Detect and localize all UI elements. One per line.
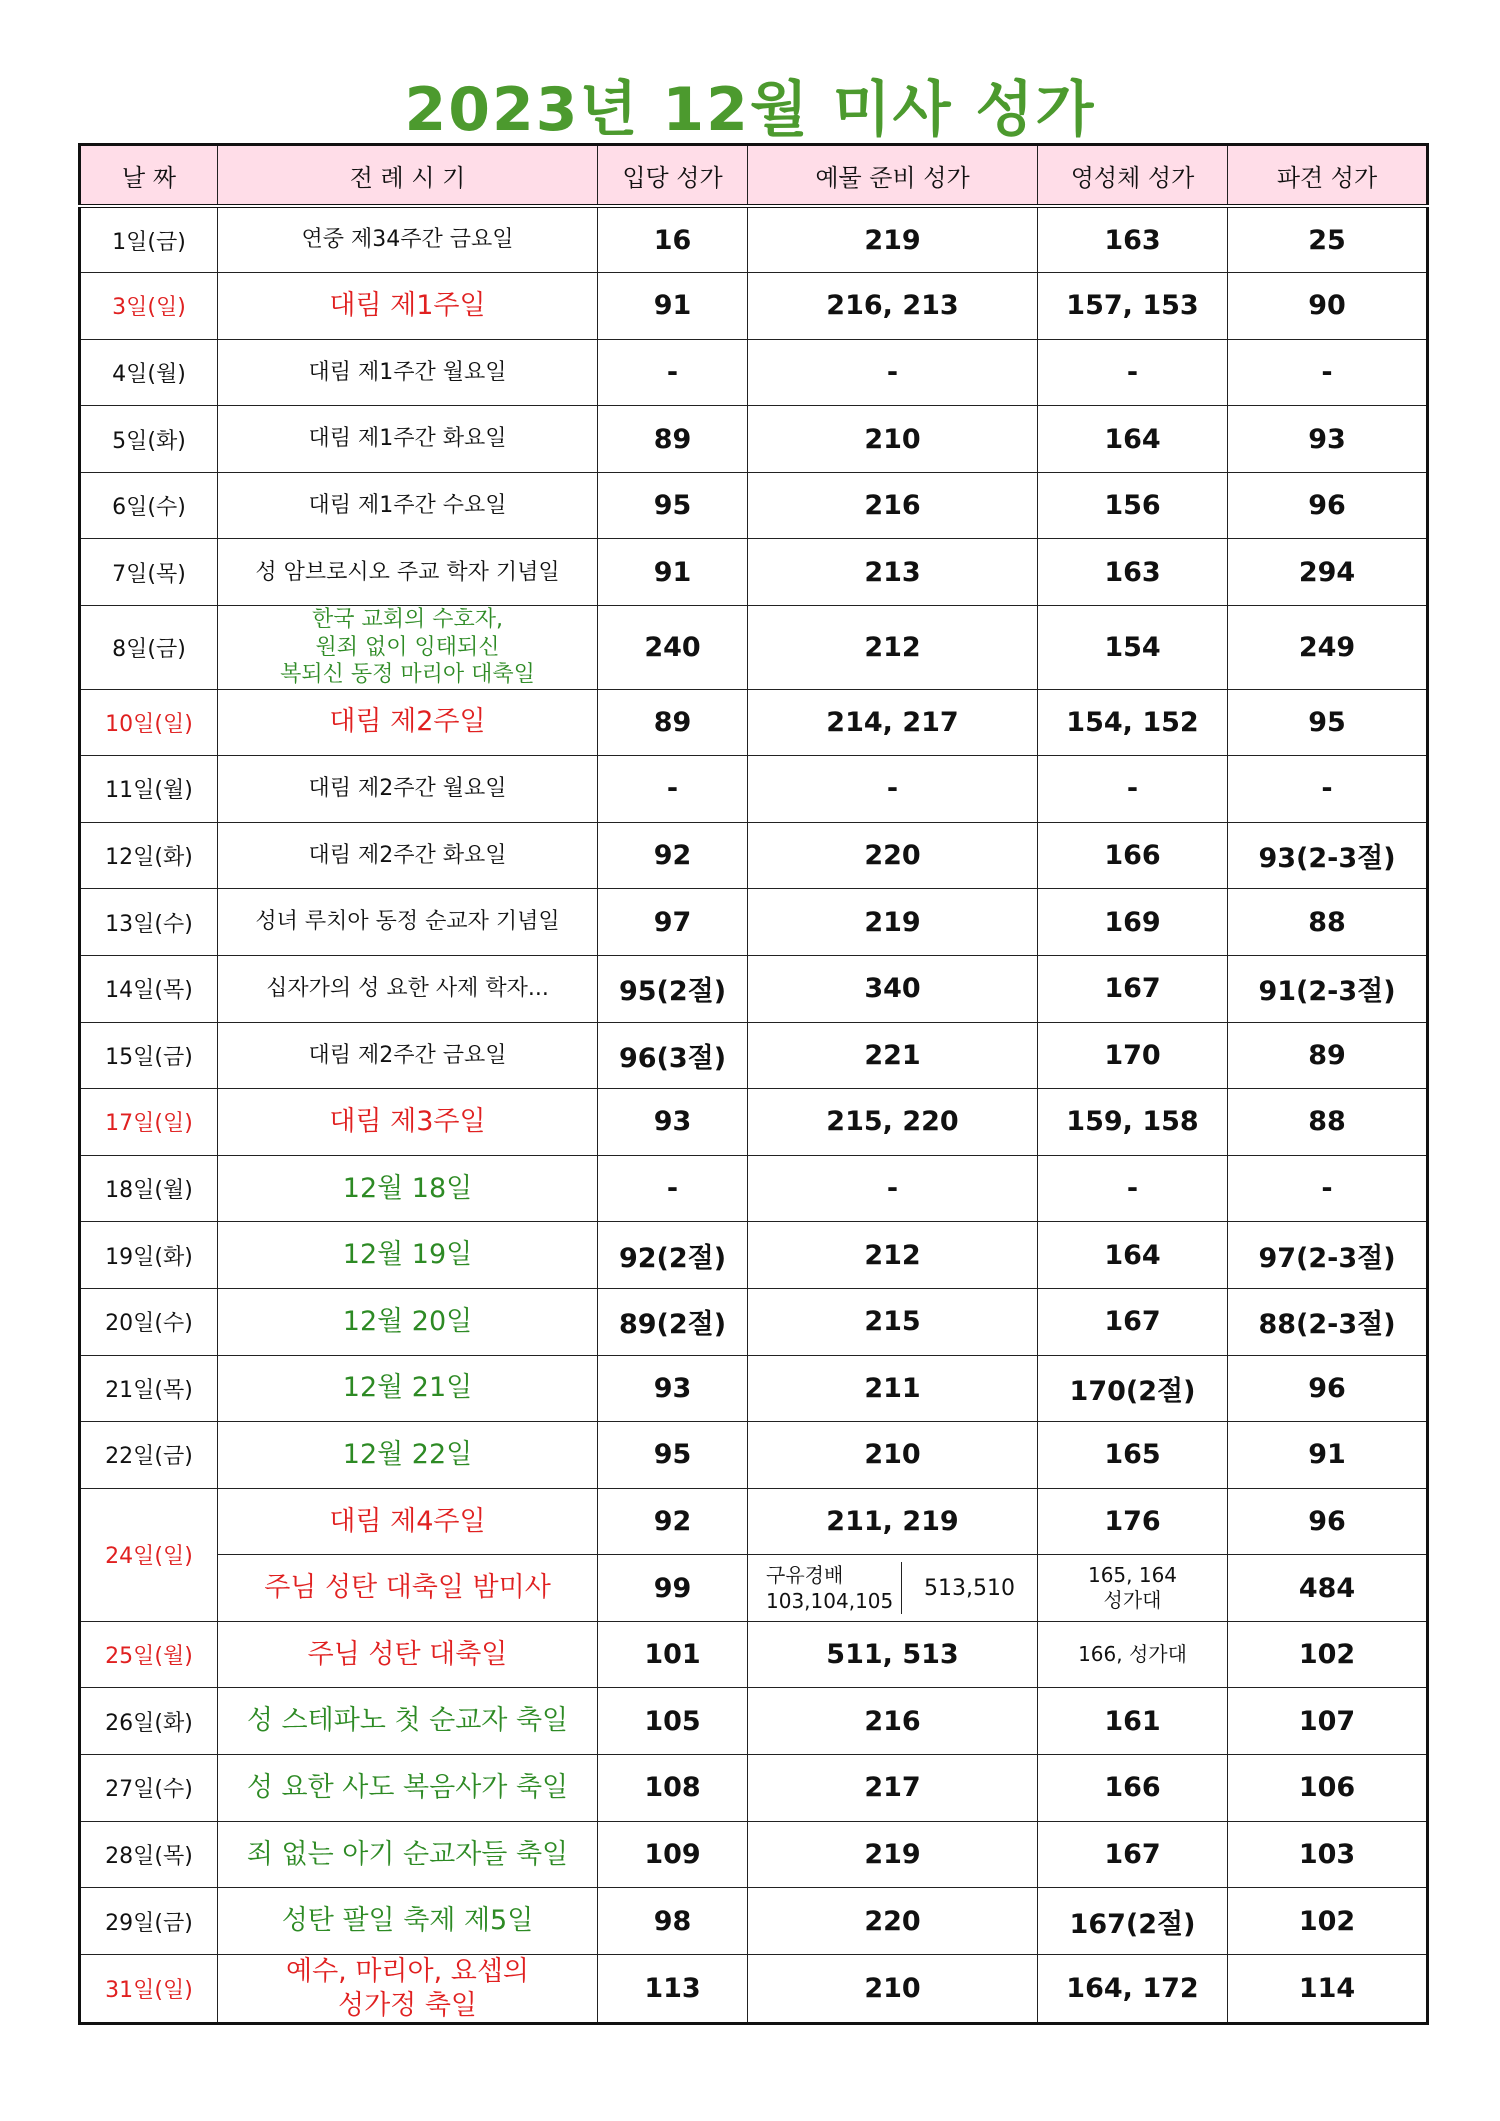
offertory-hymn-cell: 221 (748, 1022, 1038, 1089)
date-cell: 18일(월) (80, 1155, 218, 1222)
communion-hymn-cell: 166, 성가대 (1038, 1621, 1228, 1688)
table-row (80, 756, 1428, 823)
recessional-hymn-cell: 90 (1228, 273, 1428, 340)
table-row (80, 1355, 1428, 1422)
table-row (80, 889, 1428, 956)
offertory-hymn-cell: 211 (748, 1355, 1038, 1422)
offertory-hymn-cell: 210 (748, 406, 1038, 473)
communion-hymn-cell: 163 (1038, 206, 1228, 273)
table-row (80, 1621, 1428, 1688)
header-row (80, 145, 1428, 207)
offertory-hymn-cell: 340 (748, 955, 1038, 1022)
table-row (80, 1888, 1428, 1955)
recessional-hymn-cell: 294 (1228, 539, 1428, 606)
entrance-hymn-cell: - (598, 1155, 748, 1222)
table-row (80, 1022, 1428, 1089)
table-row (80, 1954, 1428, 2024)
offertory-hymn-cell: - (748, 1155, 1038, 1222)
liturgical-season-cell: 대림 제1주일 (218, 273, 598, 340)
date-cell: 24일(일) (80, 1488, 218, 1621)
entrance-hymn-cell: 89(2절) (598, 1288, 748, 1355)
offertory-hymn-cell: 212 (748, 1222, 1038, 1289)
recessional-hymn-cell: 106 (1228, 1755, 1428, 1822)
communion-hymn-cell: - (1038, 339, 1228, 406)
recessional-hymn-cell: 88 (1228, 1089, 1428, 1156)
table-row (80, 1755, 1428, 1822)
date-cell: 28일(목) (80, 1821, 218, 1888)
table-row (80, 339, 1428, 406)
header-offertory-hymn: 예물 준비 성가 (748, 145, 1038, 207)
recessional-hymn-cell: 89 (1228, 1022, 1428, 1089)
offertory-hymn-cell (748, 1555, 1038, 1622)
recessional-hymn-cell: 102 (1228, 1621, 1428, 1688)
liturgical-season-cell: 죄 없는 아기 순교자들 축일 (218, 1821, 598, 1888)
date-cell: 19일(화) (80, 1222, 218, 1289)
date-cell: 22일(금) (80, 1422, 218, 1489)
communion-hymn-cell: 154 (1038, 606, 1228, 690)
offertory-hymn-cell: 216 (748, 472, 1038, 539)
communion-hymn-cell: 157, 153 (1038, 273, 1228, 340)
date-cell: 7일(목) (80, 539, 218, 606)
date-cell: 20일(수) (80, 1288, 218, 1355)
table-row (80, 822, 1428, 889)
liturgical-season-cell: 주님 성탄 대축일 밤미사 (218, 1555, 598, 1622)
liturgical-season-cell: 성 요한 사도 복음사가 축일 (218, 1755, 598, 1822)
communion-hymn-cell: 164 (1038, 1222, 1228, 1289)
communion-hymn-cell: 163 (1038, 539, 1228, 606)
recessional-hymn-cell: 102 (1228, 1888, 1428, 1955)
liturgical-season-cell: 12월 18일 (218, 1155, 598, 1222)
entrance-hymn-cell: - (598, 339, 748, 406)
liturgical-season-cell: 성탄 팔일 축제 제5일 (218, 1888, 598, 1955)
table-row (80, 273, 1428, 340)
communion-hymn-cell: 167 (1038, 955, 1228, 1022)
liturgical-season-line: 예수, 마리아, 요셉의 (286, 1955, 529, 1987)
entrance-hymn-cell: 99 (598, 1555, 748, 1622)
recessional-hymn-cell: 103 (1228, 1821, 1428, 1888)
liturgical-season-cell: 대림 제2주간 월요일 (218, 756, 598, 823)
offertory-hymn-cell: 216, 213 (748, 273, 1038, 340)
recessional-hymn-cell: 95 (1228, 689, 1428, 756)
liturgical-season-cell: 주님 성탄 대축일 (218, 1621, 598, 1688)
liturgical-season-line: 복되신 동정 마리아 대축일 (280, 662, 535, 688)
entrance-hymn-cell: 93 (598, 1089, 748, 1156)
liturgical-season-cell: 12월 20일 (218, 1288, 598, 1355)
entrance-hymn-cell: 92 (598, 1488, 748, 1555)
header-recessional-hymn: 파견 성가 (1228, 145, 1428, 207)
date-cell: 17일(일) (80, 1089, 218, 1156)
communion-hymn-cell: 159, 158 (1038, 1089, 1228, 1156)
liturgical-season-cell: 대림 제2주간 화요일 (218, 822, 598, 889)
liturgical-season-line: 한국 교회의 수호자, (312, 607, 503, 633)
communion-hymn-cell: 170(2절) (1038, 1355, 1228, 1422)
entrance-hymn-cell: 240 (598, 606, 748, 690)
recessional-hymn-cell: 96 (1228, 1488, 1428, 1555)
page-title: 2023년 12월 미사 성가 (404, 75, 1096, 145)
entrance-hymn-cell: 16 (598, 206, 748, 273)
recessional-hymn-cell: 249 (1228, 606, 1428, 690)
entrance-hymn-cell: 98 (598, 1888, 748, 1955)
recessional-hymn-cell: 88(2-3절) (1228, 1288, 1428, 1355)
table-row (80, 1488, 1428, 1555)
recessional-hymn-cell: 96 (1228, 1355, 1428, 1422)
entrance-hymn-cell: 91 (598, 539, 748, 606)
date-cell: 15일(금) (80, 1022, 218, 1089)
communion-hymn-cell: - (1038, 1155, 1228, 1222)
recessional-hymn-cell: 91 (1228, 1422, 1428, 1489)
header-communion-hymn: 영성체 성가 (1038, 145, 1228, 207)
recessional-hymn-cell: 96 (1228, 472, 1428, 539)
communion-hymn-cell: 167 (1038, 1821, 1228, 1888)
entrance-hymn-cell: - (598, 756, 748, 823)
liturgical-season-line: 원죄 없이 잉태되신 (315, 634, 500, 660)
table-row (80, 406, 1428, 473)
entrance-hymn-cell: 109 (598, 1821, 748, 1888)
liturgical-season-cell: 성 스테파노 첫 순교자 축일 (218, 1688, 598, 1755)
entrance-hymn-cell: 95(2절) (598, 955, 748, 1022)
communion-hymn-cell: 167 (1038, 1288, 1228, 1355)
liturgical-season-cell: 십자가의 성 요한 사제 학자... (218, 955, 598, 1022)
offertory-hymn-cell: 219 (748, 889, 1038, 956)
entrance-hymn-cell: 89 (598, 689, 748, 756)
offertory-hymn-cell: 511, 513 (748, 1621, 1038, 1688)
communion-hymn-cell: 165 (1038, 1422, 1228, 1489)
liturgical-season-cell: 대림 제2주일 (218, 689, 598, 756)
liturgical-season-cell: 성녀 루치아 동정 순교자 기념일 (218, 889, 598, 956)
entrance-hymn-cell: 101 (598, 1621, 748, 1688)
date-cell: 1일(금) (80, 206, 218, 273)
liturgical-season-cell: 연중 제34주간 금요일 (218, 206, 598, 273)
offertory-crib-numbers: 103,104,105 (766, 1589, 894, 1614)
liturgical-season-cell: 12월 22일 (218, 1422, 598, 1489)
entrance-hymn-cell: 93 (598, 1355, 748, 1422)
entrance-hymn-cell: 89 (598, 406, 748, 473)
communion-hymn-cell: - (1038, 756, 1228, 823)
table-row (80, 606, 1428, 690)
communion-hymn-cell: 161 (1038, 1688, 1228, 1755)
recessional-hymn-cell: 484 (1228, 1555, 1428, 1622)
offertory-hymn-cell: 220 (748, 822, 1038, 889)
date-cell: 8일(금) (80, 606, 218, 690)
table-row (80, 1222, 1428, 1289)
date-cell: 6일(수) (80, 472, 218, 539)
communion-hymn-cell: 166 (1038, 822, 1228, 889)
liturgical-season-cell: 성 암브로시오 주교 학자 기념일 (218, 539, 598, 606)
table-row (80, 539, 1428, 606)
communion-hymn-cell: 154, 152 (1038, 689, 1228, 756)
recessional-hymn-cell: 88 (1228, 889, 1428, 956)
header-entrance-hymn: 입당 성가 (598, 145, 748, 207)
offertory-crib-veneration (748, 1562, 902, 1614)
offertory-hymn-cell: - (748, 339, 1038, 406)
liturgical-season-cell: 대림 제4주일 (218, 1488, 598, 1555)
communion-hymn-cell: 170 (1038, 1022, 1228, 1089)
communion-choir: 성가대 (1103, 1588, 1162, 1613)
date-cell: 27일(수) (80, 1755, 218, 1822)
recessional-hymn-cell: 107 (1228, 1688, 1428, 1755)
offertory-hymn-cell: 211, 219 (748, 1488, 1038, 1555)
table-row (80, 1288, 1428, 1355)
table-row (80, 955, 1428, 1022)
liturgical-season-cell: 대림 제2주간 금요일 (218, 1022, 598, 1089)
recessional-hymn-cell: 93(2-3절) (1228, 822, 1428, 889)
liturgical-season-cell (218, 1954, 598, 2024)
liturgical-season-line: 성가정 축일 (338, 1989, 477, 2021)
recessional-hymn-cell: 91(2-3절) (1228, 955, 1428, 1022)
offertory-hymn-numbers: 513,510 (924, 1575, 1015, 1601)
date-cell: 31일(일) (80, 1954, 218, 2024)
date-cell: 25일(월) (80, 1621, 218, 1688)
date-cell: 13일(수) (80, 889, 218, 956)
communion-hymn-cell: 176 (1038, 1488, 1228, 1555)
date-cell: 10일(일) (80, 689, 218, 756)
table-row (80, 689, 1428, 756)
table-row (80, 1688, 1428, 1755)
date-cell: 26일(화) (80, 1688, 218, 1755)
table-row (80, 1555, 1428, 1622)
table-row (80, 1821, 1428, 1888)
offertory-hymn-cell: - (748, 756, 1038, 823)
offertory-crib-label: 구유경배 (766, 1563, 844, 1588)
communion-hymn-cell: 164, 172 (1038, 1954, 1228, 2024)
entrance-hymn-cell: 97 (598, 889, 748, 956)
recessional-hymn-cell: 114 (1228, 1954, 1428, 2024)
date-cell: 11일(월) (80, 756, 218, 823)
date-cell: 3일(일) (80, 273, 218, 340)
table-row (80, 1089, 1428, 1156)
date-cell: 12일(화) (80, 822, 218, 889)
table-row (80, 1422, 1428, 1489)
recessional-hymn-cell: - (1228, 1155, 1428, 1222)
date-cell: 21일(목) (80, 1355, 218, 1422)
liturgical-season-cell: 대림 제1주간 월요일 (218, 339, 598, 406)
recessional-hymn-cell: - (1228, 339, 1428, 406)
table-row (80, 206, 1428, 273)
recessional-hymn-cell: 97(2-3절) (1228, 1222, 1428, 1289)
offertory-hymn-cell: 210 (748, 1954, 1038, 2024)
entrance-hymn-cell: 105 (598, 1688, 748, 1755)
recessional-hymn-cell: - (1228, 756, 1428, 823)
recessional-hymn-cell: 93 (1228, 406, 1428, 473)
date-cell: 14일(목) (80, 955, 218, 1022)
recessional-hymn-cell: 25 (1228, 206, 1428, 273)
offertory-hymn-cell: 216 (748, 1688, 1038, 1755)
header-liturgical-season: 전 례 시 기 (218, 145, 598, 207)
table-row (80, 1155, 1428, 1222)
liturgical-season-cell: 대림 제3주일 (218, 1089, 598, 1156)
entrance-hymn-cell: 96(3절) (598, 1022, 748, 1089)
liturgical-season-cell: 대림 제1주간 화요일 (218, 406, 598, 473)
offertory-hymn-cell: 215 (748, 1288, 1038, 1355)
hymn-schedule-table (78, 143, 1429, 2025)
communion-hymn-cell: 166 (1038, 1755, 1228, 1822)
offertory-hymn-cell: 220 (748, 1888, 1038, 1955)
header-date: 날 짜 (80, 145, 218, 207)
entrance-hymn-cell: 108 (598, 1755, 748, 1822)
liturgical-season-cell: 대림 제1주간 수요일 (218, 472, 598, 539)
offertory-hymn-cell: 217 (748, 1755, 1038, 1822)
entrance-hymn-cell: 113 (598, 1954, 748, 2024)
entrance-hymn-cell: 92 (598, 822, 748, 889)
communion-hymn-cell: 156 (1038, 472, 1228, 539)
offertory-hymn-cell: 213 (748, 539, 1038, 606)
communion-hymn-cell: 167(2절) (1038, 1888, 1228, 1955)
communion-hymn-cell: 164 (1038, 406, 1228, 473)
liturgical-season-cell (218, 606, 598, 690)
entrance-hymn-cell: 95 (598, 1422, 748, 1489)
communion-numbers: 165, 164 (1087, 1563, 1178, 1588)
communion-hymn-cell (1038, 1555, 1228, 1622)
liturgical-season-cell: 12월 19일 (218, 1222, 598, 1289)
offertory-hymn-cell: 210 (748, 1422, 1038, 1489)
communion-hymn-cell: 169 (1038, 889, 1228, 956)
entrance-hymn-cell: 95 (598, 472, 748, 539)
offertory-split (748, 1562, 1037, 1614)
liturgical-season-cell: 12월 21일 (218, 1355, 598, 1422)
offertory-hymn-cell: 219 (748, 1821, 1038, 1888)
date-cell: 29일(금) (80, 1888, 218, 1955)
offertory-hymn-cell: 212 (748, 606, 1038, 690)
entrance-hymn-cell: 91 (598, 273, 748, 340)
offertory-hymn-cell: 219 (748, 206, 1038, 273)
offertory-hymn-cell: 214, 217 (748, 689, 1038, 756)
entrance-hymn-cell: 92(2절) (598, 1222, 748, 1289)
table-row (80, 472, 1428, 539)
date-cell: 4일(월) (80, 339, 218, 406)
offertory-hymn-cell: 215, 220 (748, 1089, 1038, 1156)
date-cell: 5일(화) (80, 406, 218, 473)
